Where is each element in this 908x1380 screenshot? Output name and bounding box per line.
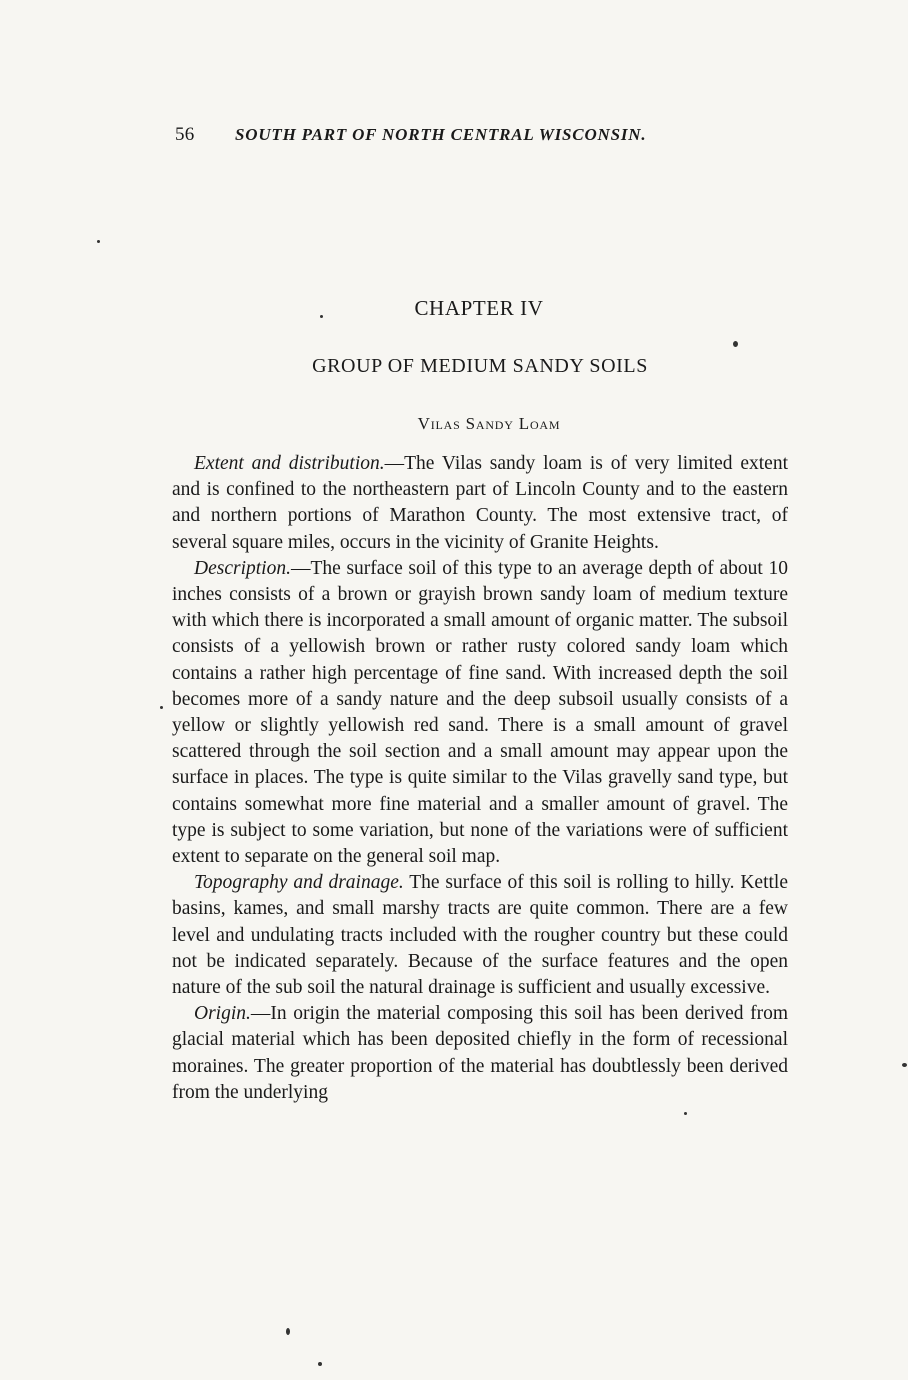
paragraph-origin [172,1001,788,1106]
paragraph-topography [172,870,788,1001]
scan-speck [320,315,323,318]
scan-speck [733,341,738,347]
scan-speck [286,1328,290,1335]
paragraph-description [172,556,788,870]
paragraph-heading: Description. [194,557,291,579]
paragraph-extent [172,451,788,556]
scan-speck [902,1063,907,1067]
scan-speck [160,706,163,709]
body-text [172,451,788,1106]
scan-speck [318,1362,322,1366]
paragraph-text: —The Vilas sandy loam is of very limited extent and is confined to the northeastern part of Lincoln County and to the eastern and northern portions of Marathon County. The most extensive tract, of several square miles, occurs in the vicinity of Granite Heights. [172,453,789,553]
paragraph-heading: Origin. [194,1003,251,1025]
paragraph-text: —In origin the material composing this soil has been derived from glacial material which has been deposited chiefly in the form of recessional moraines. The greater proportion of the material has doubtlessly been derived from the underlying [172,1003,788,1103]
paragraph-text: The surface of this soil is rolling to hilly. Kettle basins, kames, and small marshy tracts are quite common. There are a few level and undulating tracts included with the rougher country but these could not be indicated separately. Because of the surface features and the open nature of the sub soil the natural drainage is sufficient and usually excessive. [172,872,788,999]
section-heading: Vilas Sandy Loam [417,414,561,433]
paragraph-text: —The surface soil of this type to an average depth of about 10 inches consists of a brown or grayish brown sandy loam of medium texture with which there is incorporated a small amount of organic matter. The subsoil consists of a yellowish brown or rather rusty colored sandy loam which contains a rather high percentage of fine sand. With increased depth the soil becomes more of a sandy nature and the deep subsoil usually consists of a yellow or slightly yellowish red sand. There is a small amount of gravel scattered through the soil section and a small amount may appear upon the surface in places. The type is quite similar to the Vilas gravelly sand type, but contains somewhat more fine material and a smaller amount of gravel. The type is subject to some variation, but none of the variations were of sufficient extent to separate on the general soil map. [172,557,788,868]
running-head [175,124,735,146]
paragraph-heading: Extent and distribution. [194,453,385,474]
paragraph-heading: Topography and drainage. [194,872,404,894]
scan-speck [684,1112,687,1115]
group-heading: GROUP OF MEDIUM SANDY SOILS [312,355,648,377]
chapter-heading: CHAPTER IV [414,296,544,320]
scan-speck [97,240,100,243]
running-title: SOUTH PART OF NORTH CENTRAL WISCONSIN. [235,125,647,144]
page-number: 56 [175,124,195,145]
